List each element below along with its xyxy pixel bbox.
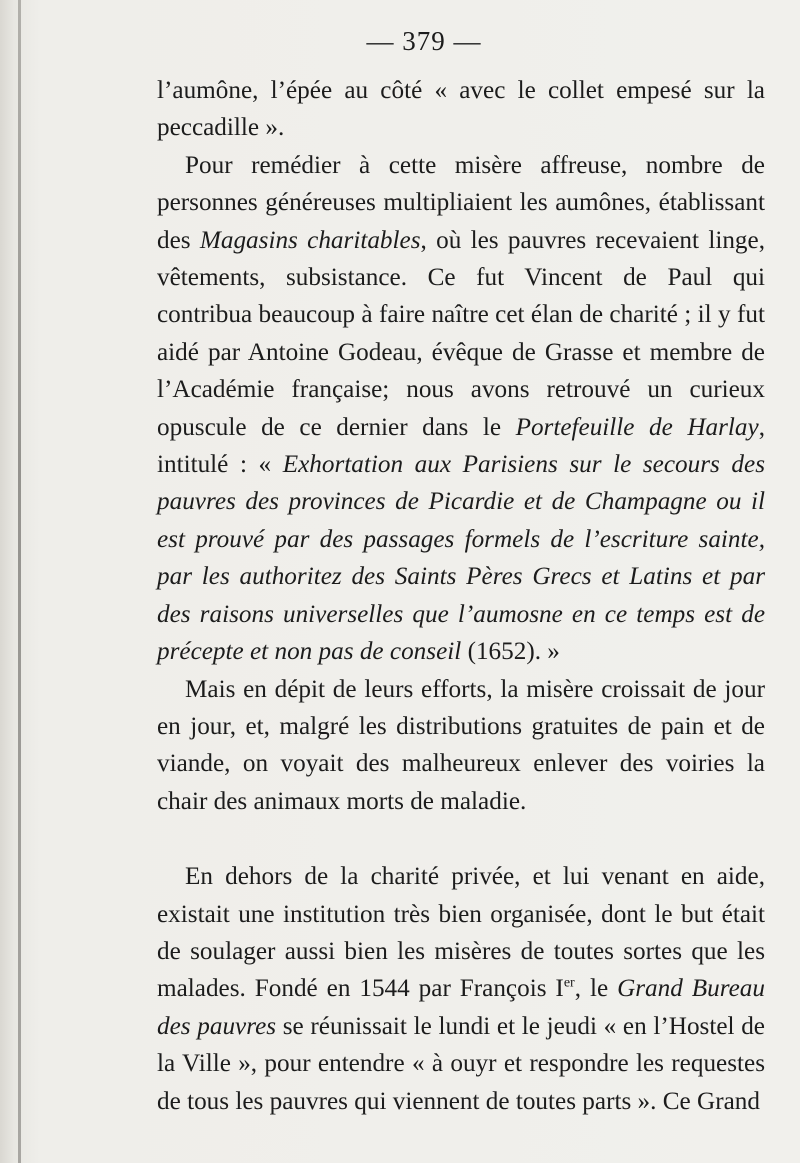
paragraph-4 xyxy=(157,858,765,1120)
paragraph-4-text-d: se réunissait le lundi et le jeudi « en l’Hostel de la Ville », pour entendre « à ouyr et respondre les requestes de tous les pauvres qui viennent de toutes parts ». Ce Grand xyxy=(157,1012,765,1115)
paragraph-2-italic-portefeuille: Portefeuille de Harlay xyxy=(515,413,759,441)
paragraph-4-text-a: En dehors de la charité privée, et lui venant en aide, existait une institution très bien organisée, dont le but était de soulager aussi bien les misères de toutes sortes que les malades. Fondé en 1544 par François I xyxy=(157,863,765,1003)
paragraph-4-italic-grand-bureau: Grand Bureau des pauvres xyxy=(157,975,765,1040)
paragraph-2 xyxy=(157,147,765,671)
section-break xyxy=(157,820,765,858)
paragraph-3: Mais en dépit de leurs efforts, la misère croissait de jour en jour, et, malgré les distributions gratuites de pain et de viande, on voyait des malheureux enlever des voiries la chair des animaux morts de maladie. xyxy=(157,675,765,815)
page-gutter xyxy=(18,0,21,1163)
paragraph-2-italic-exhortation: Exhortation aux Parisiens sur le secours des pauvres des provinces de Picardie et de Champagne ou il est prouvé par des passages formels de l’escriture sainte, par les authoritez des Saints Pères Grecs et Latins et par des raisons universelles que l’aumosne en ce temps est de précepte et non pas de conseil xyxy=(157,451,765,666)
paragraph-2-text-g: (1652). » xyxy=(461,638,560,666)
paragraph-2-text-e: , intitulé : « xyxy=(157,413,765,479)
paragraph-1: l’aumône, l’épée au côté « avec le collet empesé sur la peccadille ». xyxy=(157,77,765,142)
paragraph-2-text-c: , où les pauvres recevaient linge, vêtements, subsistance. Ce fut Vincent de Paul qui contribua beaucoup à faire naître cet élan de charité ; il y fut aidé par Antoine Godeau, évêque de Grasse et membre de l’Académie française; nous avons retrouvé un curieux opuscule de ce dernier dans le xyxy=(157,226,765,441)
page-number: — 379 — xyxy=(366,26,482,56)
paragraph-2-italic-magasins: Magasins charitables xyxy=(199,226,421,254)
paragraph-4-text-b: , le xyxy=(574,975,618,1003)
paragraph-2-text-a: Pour remédier à cette misère affreuse, nombre de personnes généreuses multipliaient les aumônes, établissant des xyxy=(157,151,765,254)
paragraph-4-superscript: er xyxy=(563,975,575,991)
body-text xyxy=(157,72,765,1120)
